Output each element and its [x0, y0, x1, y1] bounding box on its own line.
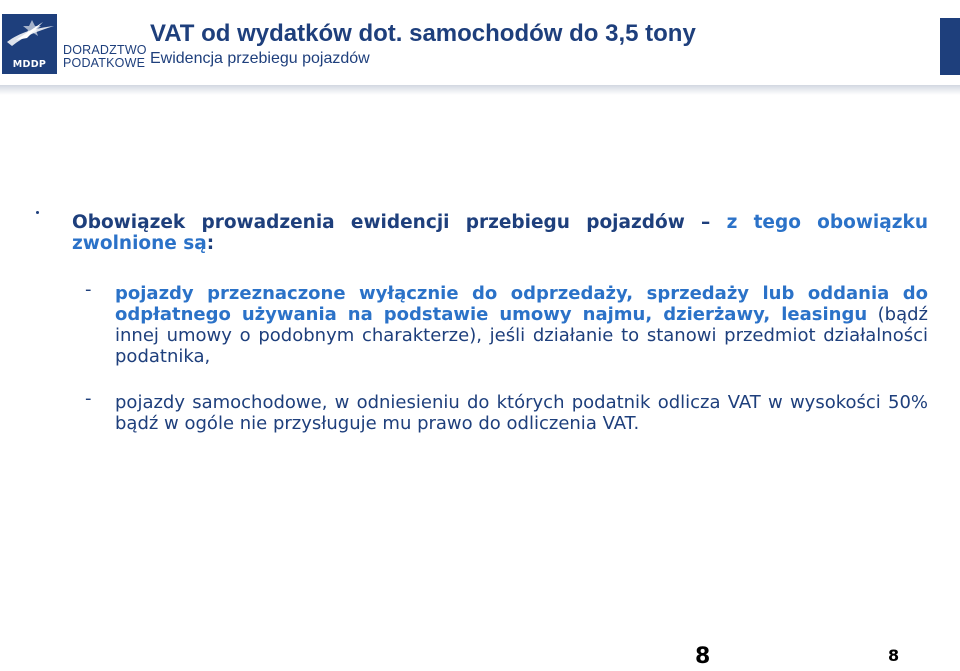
logo — [0, 14, 150, 76]
intro-paragraph — [72, 212, 928, 254]
list-item-rest: (bądź innej umowy o podobnym charakterze), jeśli działanie to stanowi przedmiot działalności podatnika, — [115, 304, 928, 367]
header-divider — [0, 85, 960, 95]
header-accent-bar — [940, 18, 960, 75]
list-item — [85, 388, 928, 434]
intro-colon: : — [206, 233, 215, 254]
intro-part-2: z tego obowiązku zwolnione są — [72, 212, 928, 254]
page-title: VAT od wydatków dot. samochodów do 3,5 tony — [150, 20, 696, 47]
page-number: 8 — [695, 644, 711, 669]
list-item-highlight: pojazdy przeznaczone wyłącznie do odprzedaży, sprzedaży lub oddania do odpłatnego używania na podstawie umowy najmu, dzierżawy, leasingu — [115, 283, 928, 325]
intro-dash: – — [684, 212, 727, 233]
intro-part-1: Obowiązek prowadzenia ewidencji przebiegu pojazdów — [72, 212, 685, 233]
logo-mark — [2, 14, 57, 74]
logo-abbr: MDDP — [12, 59, 47, 70]
page-number-small: 8 — [888, 646, 900, 665]
page-subtitle: Ewidencja przebiegu pojazdów — [150, 50, 370, 67]
list-item — [85, 279, 928, 367]
list-item-text — [115, 283, 928, 367]
bullet-icon — [36, 211, 39, 214]
list-dash: - — [85, 388, 92, 409]
list-item-text: pojazdy samochodowe, w odniesieniu do których podatnik odlicza VAT w wysokości 50% bądź w ogóle nie przysługuje mu prawo do odliczenia VAT. — [115, 392, 928, 434]
list-dash: - — [85, 279, 92, 300]
logo-text — [63, 44, 147, 70]
star-swoosh-icon — [2, 14, 57, 58]
logo-line-1: DORADZTWO — [63, 43, 147, 57]
logo-line-2: PODATKOWE — [63, 56, 146, 70]
